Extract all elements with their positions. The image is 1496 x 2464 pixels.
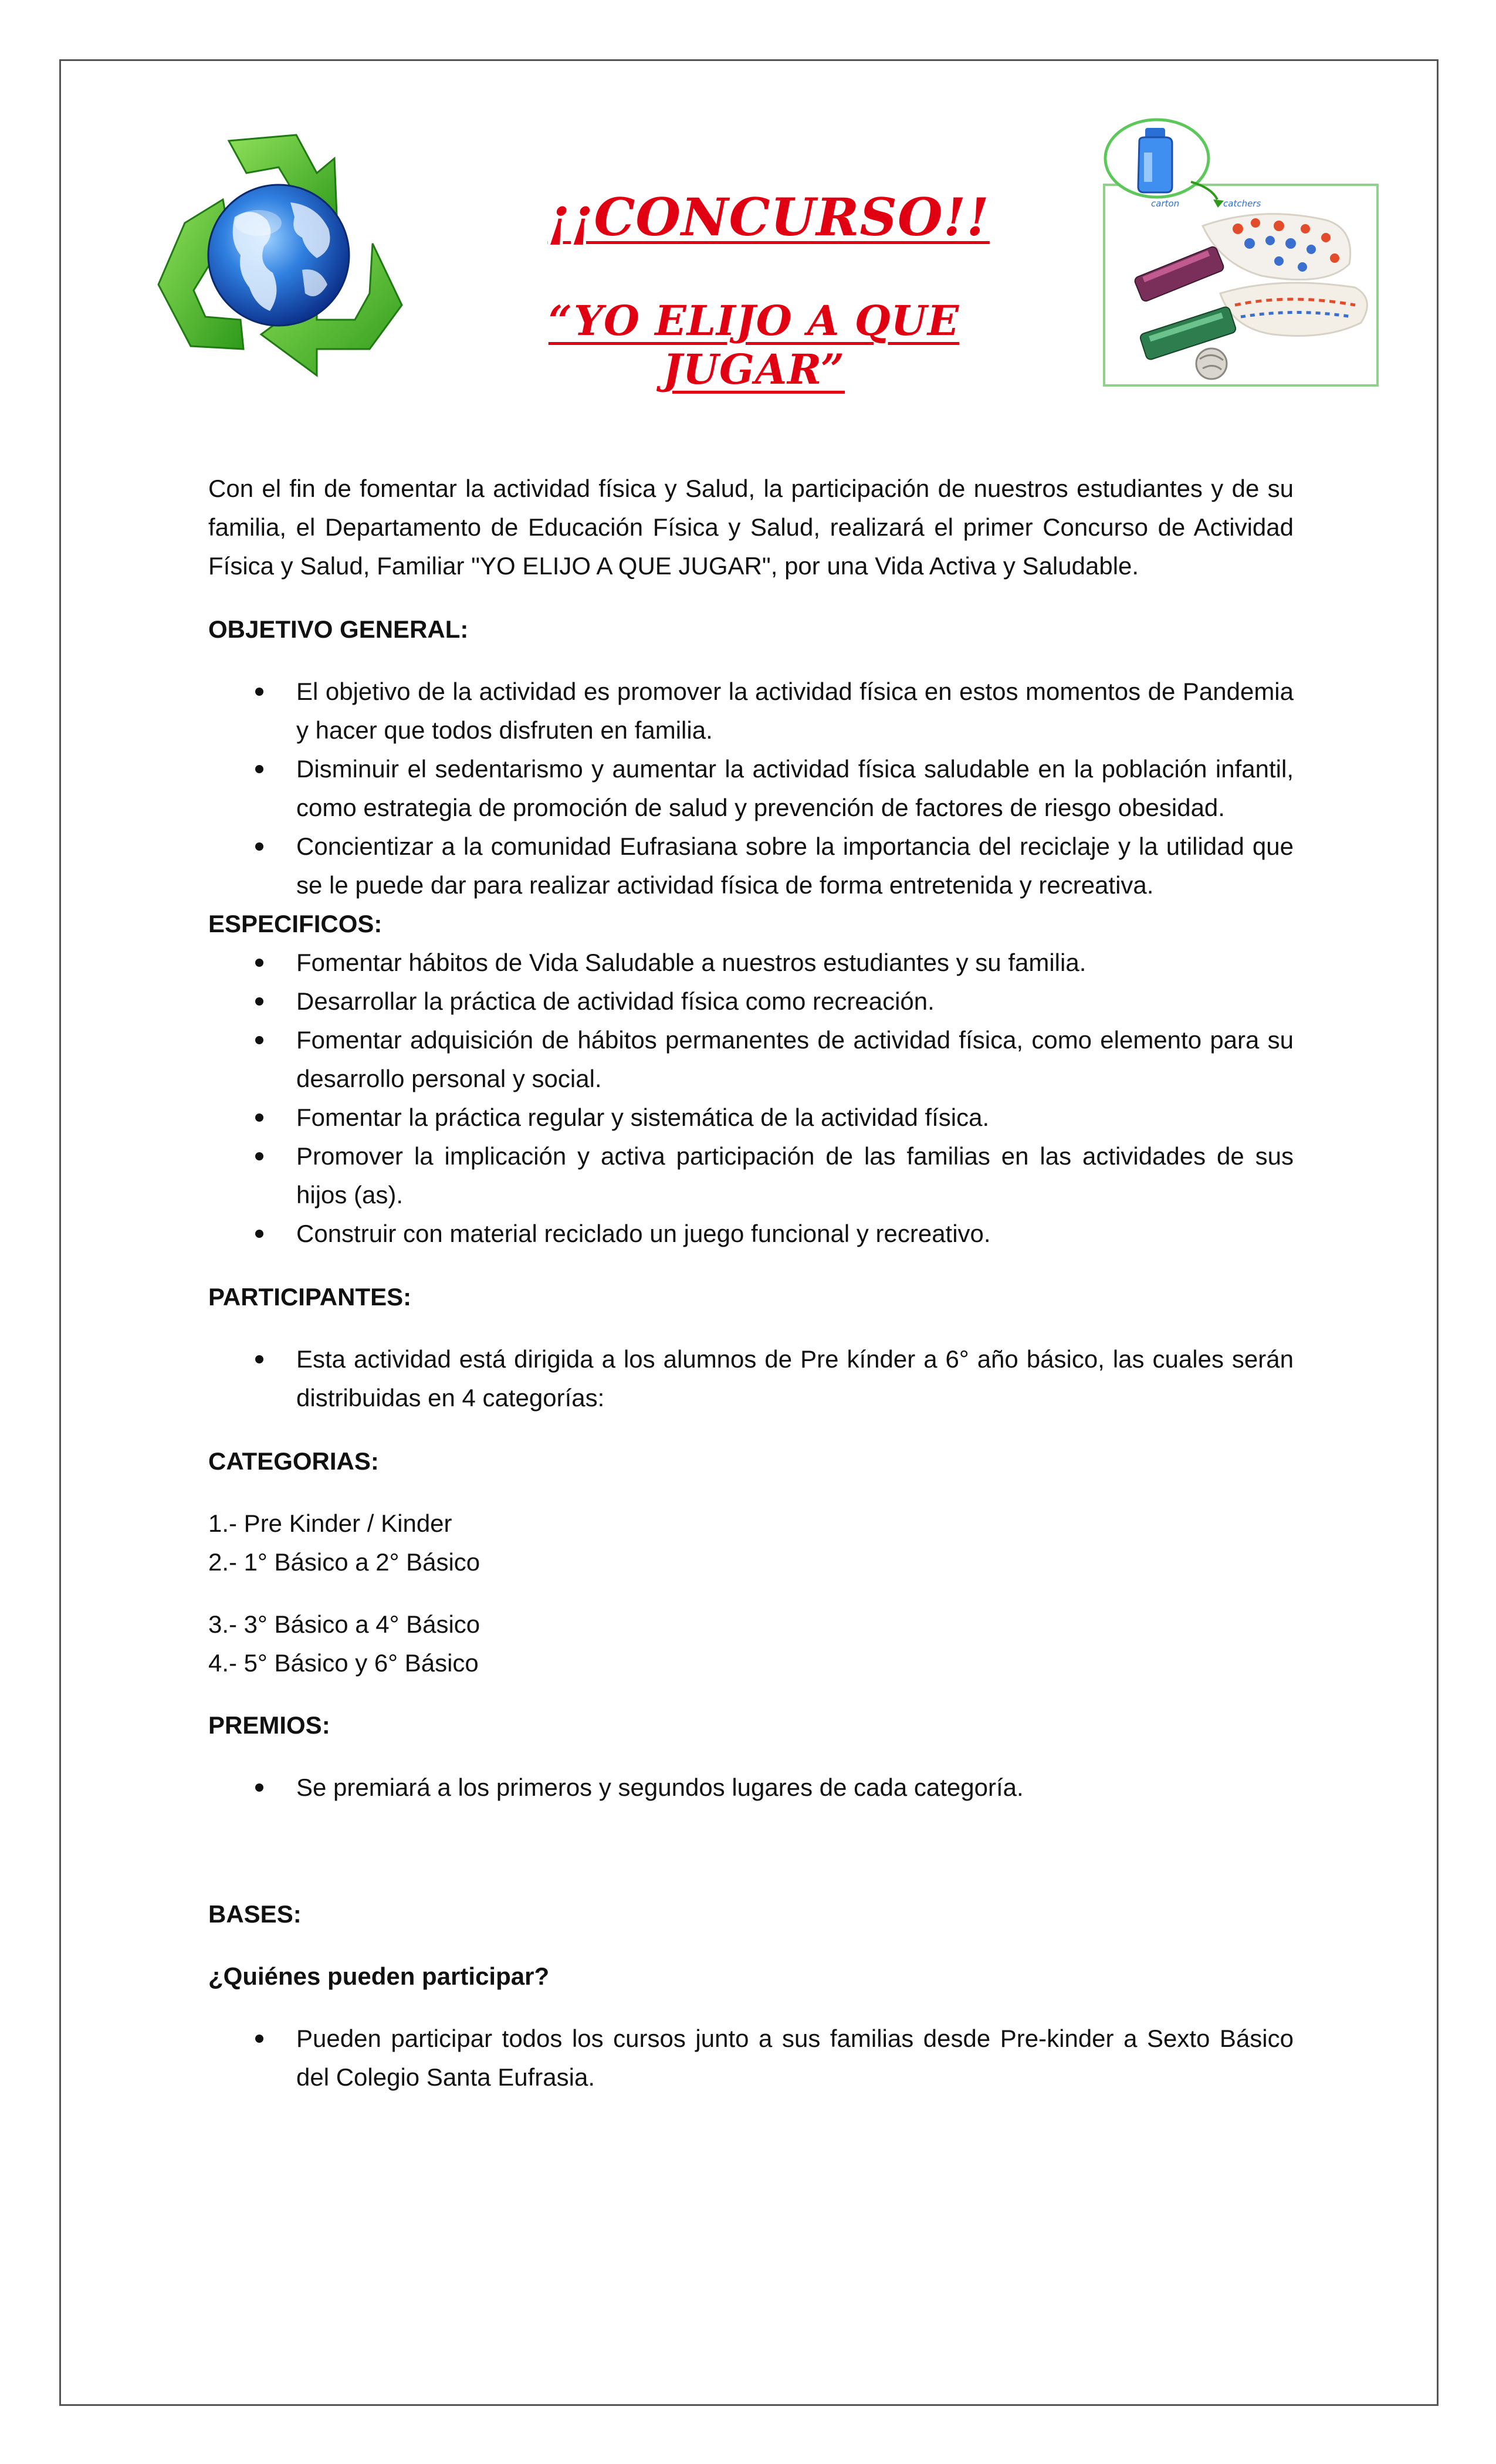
objetivo-general-heading: OBJETIVO GENERAL: — [208, 615, 469, 643]
bases-subheading: ¿Quiénes pueden participar? — [208, 1962, 550, 1990]
list-item: El objetivo de la actividad es promover la actividad física en estos momentos de Pandemia y hacer que todos disfruten en familia. — [208, 672, 1294, 750]
catchers-label: catchers — [1223, 198, 1261, 209]
list-item: Disminuir el sedentarismo y aumentar la actividad física saludable en la población infantil, como estrategia de promoción de salud y prevención de factores de riesgo obesidad. — [208, 750, 1294, 827]
list-item: Pueden participar todos los cursos junto a sus familias desde Pre-kinder a Sexto Básico del Colegio Santa Eufrasia. — [208, 2019, 1294, 2097]
objetivo-general-list — [208, 672, 1294, 905]
recycle-globe-logo — [141, 117, 411, 381]
premios-heading: PREMIOS: — [208, 1711, 330, 1739]
globe-icon — [208, 185, 349, 326]
carton-label: carton — [1151, 198, 1180, 209]
especificos-list — [208, 943, 1294, 1253]
participantes-list — [208, 1340, 1294, 1417]
list-item: Fomentar la práctica regular y sistemática de la actividad física. — [208, 1098, 1294, 1137]
list-item: Construir con material reciclado un juego funcional y recreativo. — [208, 1214, 1294, 1253]
category-item: 1.- Pre Kinder / Kinder — [208, 1509, 452, 1537]
document-body — [208, 469, 1294, 2097]
categorias-group-2 — [208, 1605, 1294, 1683]
categorias-heading: CATEGORIAS: — [208, 1447, 379, 1475]
participantes-heading: PARTICIPANTES: — [208, 1283, 412, 1311]
contest-subtitle: “YO ELIJO A QUE JUGAR” — [548, 296, 960, 394]
bases-heading: BASES: — [208, 1900, 302, 1928]
bottle-icon — [1138, 128, 1172, 192]
paper-ball-icon — [1196, 348, 1227, 379]
list-item: Concientizar a la comunidad Eufrasiana sobre la importancia del reciclaje y la utilidad que se le puede dar para realizar actividad física de forma entretenida y recreativa. — [208, 827, 1294, 905]
contest-title: ¡¡CONCURSO!! — [547, 187, 990, 248]
category-item: 4.- 5° Básico y 6° Básico — [208, 1649, 479, 1677]
category-item: 2.- 1° Básico a 2° Básico — [208, 1548, 480, 1576]
category-item: 3.- 3° Básico a 4° Básico — [208, 1610, 480, 1638]
recycled-game-illustration — [1103, 117, 1379, 387]
intro-paragraph: Con el fin de fomentar la actividad física y Salud, la participación de nuestros estudiantes y de su familia, el Departamento de Educación Física y Salud, realizará el primer Concurso de Actividad Física y Salud, Familiar "YO ELIJO A QUE JUGAR", por una Vida Activa y Saludable. — [208, 475, 1294, 580]
bases-list — [208, 2019, 1294, 2097]
list-item: Promover la implicación y activa participación de las familias en las actividades de sus hijos (as). — [208, 1137, 1294, 1214]
list-item: Esta actividad está dirigida a los alumnos de Pre kínder a 6° año básico, las cuales serán distribuidas en 4 categorías: — [208, 1340, 1294, 1417]
especificos-heading: ESPECIFICOS: — [208, 910, 383, 937]
list-item: Fomentar adquisición de hábitos permanentes de actividad física, como elemento para su desarrollo personal y social. — [208, 1021, 1294, 1098]
list-item: Fomentar hábitos de Vida Saludable a nuestros estudiantes y su familia. — [208, 943, 1294, 982]
categorias-group-1 — [208, 1504, 1294, 1582]
premios-list — [208, 1768, 1294, 1807]
list-item: Desarrollar la práctica de actividad física como recreación. — [208, 982, 1294, 1021]
list-item: Se premiará a los primeros y segundos lugares de cada categoría. — [208, 1768, 1294, 1807]
